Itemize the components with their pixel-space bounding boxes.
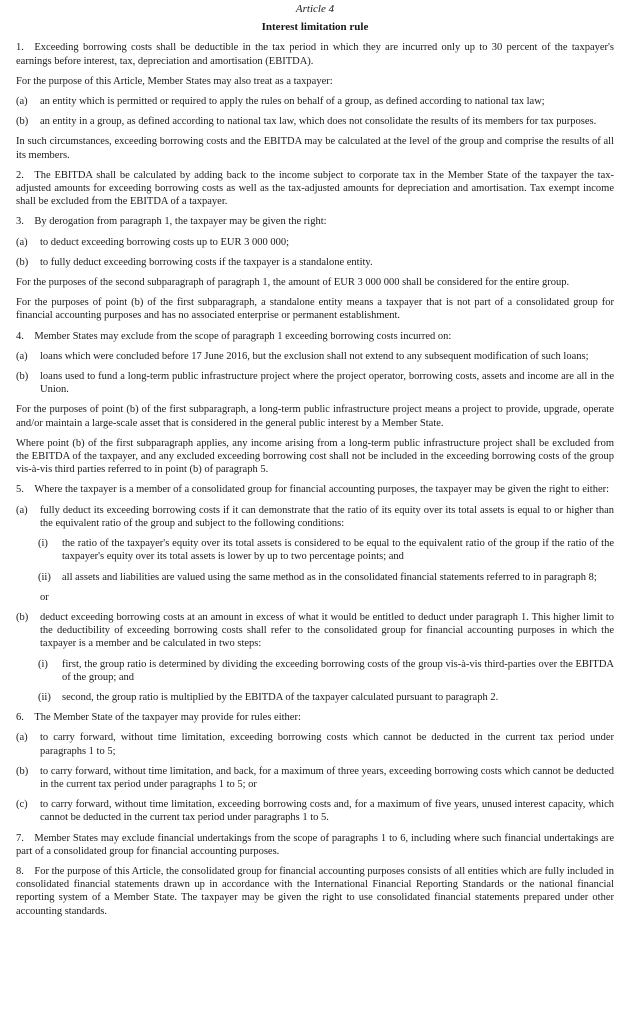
paragraph-1-group: In such circumstances, exceeding borrowing costs and the EBITDA may be calculated at the level of the group and comprise the results of all its members. (16, 136, 614, 161)
list-item (16, 115, 614, 128)
item-label: (b) (16, 611, 29, 623)
sub-list-item (38, 571, 614, 584)
article-title: Interest limitation rule (261, 21, 369, 34)
list-item (16, 236, 614, 249)
article-number: Article 4 (295, 3, 335, 15)
item-text: all assets and liabilities are valued using the same method as in the consolidated financial statements referred to in paragraph 8; (62, 571, 597, 583)
item-label: (b) (16, 765, 29, 777)
list-item (16, 798, 614, 824)
sub-list-item (38, 658, 614, 684)
item-text: first, the group ratio is determined by dividing the exceeding borrowing costs of the group vis-à-vis third-parties over the EBITDA of the group; and (62, 658, 614, 683)
list-item (16, 370, 614, 396)
conjunction-or: or (40, 591, 49, 603)
item-text: loans which were concluded before 17 June 2016, but the exclusion shall not extend to any subsequent modification of such loans; (40, 350, 589, 362)
paragraph-4-exclusion: Where point (b) of the first subparagraph applies, any income arising from a long-term public infrastructure project shall be excluded from the EBITDA of the taxpayer, and any excluded exceeding borrowing cost shall not be included in the exceeding borrowing costs of the group vis-à-vis third parties referred to in point (b) of paragraph 5. (16, 437, 614, 476)
paragraph-3-standalone: For the purposes of point (b) of the first subparagraph, a standalone entity means a taxpayer that is not part of a consolidated group for financial accounting purposes and has no associated enterprise or permanent establishment. (16, 297, 614, 322)
paragraph-1: 1. Exceeding borrowing costs shall be deductible in the tax period in which they are incurred only up to 30 percent of the taxpayer's earnings before interest, tax, depreciation and amortisation (EBITDA). (16, 42, 614, 67)
paragraph-4: 4. Member States may exclude from the scope of paragraph 1 exceeding borrowing costs incurred on: (16, 330, 452, 342)
item-label: (i) (38, 658, 48, 670)
item-text: to fully deduct exceeding borrowing costs if the taxpayer is a standalone entity. (40, 256, 373, 268)
item-text: the ratio of the taxpayer's equity over its total assets is considered to be equal to the equivalent ratio of the group if the ratio of the taxpayer's equity over its total assets is lower by up to two percentage points; and (62, 538, 614, 563)
paragraph-3: 3. By derogation from paragraph 1, the taxpayer may be given the right: (16, 216, 327, 228)
item-label: (b) (16, 371, 29, 383)
list-item (16, 256, 614, 269)
paragraph-1-sub: For the purpose of this Article, Member States may also treat as a taxpayer: (16, 75, 333, 87)
paragraph-2: 2. The EBITDA shall be calculated by adding back to the income subject to corporate tax in the Member State of the taxpayer the tax-adjusted amounts for exceeding borrowing costs as well as the tax-adjusted amounts for depreciation and amortisation. Tax exempt income shall be excluded from the EBITDA of a taxpayer. (16, 169, 614, 208)
item-text: an entity which is permitted or required to apply the rules on behalf of a group, as defined according to national tax law; (40, 96, 545, 108)
list-item (16, 731, 614, 757)
item-label: (b) (16, 256, 29, 268)
item-label: (a) (16, 236, 28, 248)
paragraph-4-definition: For the purposes of point (b) of the first subparagraph, a long-term public infrastructure project means a project to provide, upgrade, operate and/or maintain a large-scale asset that is considered in the general public interest by a Member State. (16, 404, 614, 429)
list-item (16, 765, 614, 791)
item-label: (a) (16, 96, 28, 108)
item-label: (i) (38, 538, 48, 550)
paragraph-8: 8. For the purpose of this Article, the consolidated group for financial accounting purposes consists of all entities which are fully included in consolidated financial statements drawn up in accordance with the International Financial Reporting Standards or the national financial reporting system of a Member State. The taxpayer may be given the right to use consolidated financial statements prepared under other accounting standards. (16, 865, 614, 917)
item-label: (a) (16, 350, 28, 362)
item-text: an entity in a group, as defined according to national tax law, which does not consolidate the results of its members for tax purposes. (40, 116, 597, 128)
paragraph-3-group: For the purposes of the second subparagraph of paragraph 1, the amount of EUR 3 000 000 shall be considered for the entire group. (16, 277, 570, 289)
item-text: loans used to fund a long-term public infrastructure project where the project operator, borrowing costs, assets and income are all in the Union. (40, 371, 614, 396)
item-text: to deduct exceeding borrowing costs up to EUR 3 000 000; (40, 236, 290, 248)
item-label: (b) (16, 116, 29, 128)
item-label: (ii) (38, 571, 51, 583)
paragraph-7: 7. Member States may exclude financial undertakings from the scope of paragraphs 1 to 6, including where such financial undertakings are part of a consolidated group for financial accounting purposes. (16, 832, 614, 857)
item-text: second, the group ratio is multiplied by the EBITDA of the taxpayer calculated pursuant to paragraph 2. (62, 691, 499, 703)
item-label: (ii) (38, 691, 51, 703)
list-item (16, 350, 614, 363)
item-label: (a) (16, 504, 28, 516)
list-item (16, 95, 614, 108)
sub-list-item (38, 691, 614, 704)
paragraph-5: 5. Where the taxpayer is a member of a consolidated group for financial accounting purposes, the taxpayer may be given the right to either: (16, 484, 610, 496)
list-item (16, 611, 614, 651)
item-text: to carry forward, without time limitation, exceeding borrowing costs which cannot be deducted in the current tax period under paragraphs 1 to 5; (40, 732, 614, 757)
paragraph-6: 6. The Member State of the taxpayer may provide for rules either: (16, 712, 301, 724)
list-item (16, 504, 614, 530)
sub-list-item (38, 537, 614, 563)
item-text: deduct exceeding borrowing costs at an amount in excess of what it would be entitled to deduct under paragraph 1. This higher limit to the deductibility of exceeding borrowing costs shall refer to the consolidated group for financial accounting purposes in which the taxpayer is a member and be calculated in two steps: (40, 611, 614, 650)
item-text: fully deduct its exceeding borrowing costs if it can demonstrate that the ratio of its equity over its total assets is equal to or higher than the equivalent ratio of the group and subject to the following conditions: (40, 504, 614, 529)
item-label: (c) (16, 799, 28, 811)
item-label: (a) (16, 732, 28, 744)
item-text: to carry forward, without time limitation, and back, for a maximum of three years, exceeding borrowing costs which cannot be deducted in the current tax period under paragraphs 1 to 5; or (40, 765, 614, 790)
item-text: to carry forward, without time limitation, exceeding borrowing costs and, for a maximum of five years, unused interest capacity, which cannot be deducted in the current tax period under paragraphs 1 to 5. (40, 799, 614, 824)
